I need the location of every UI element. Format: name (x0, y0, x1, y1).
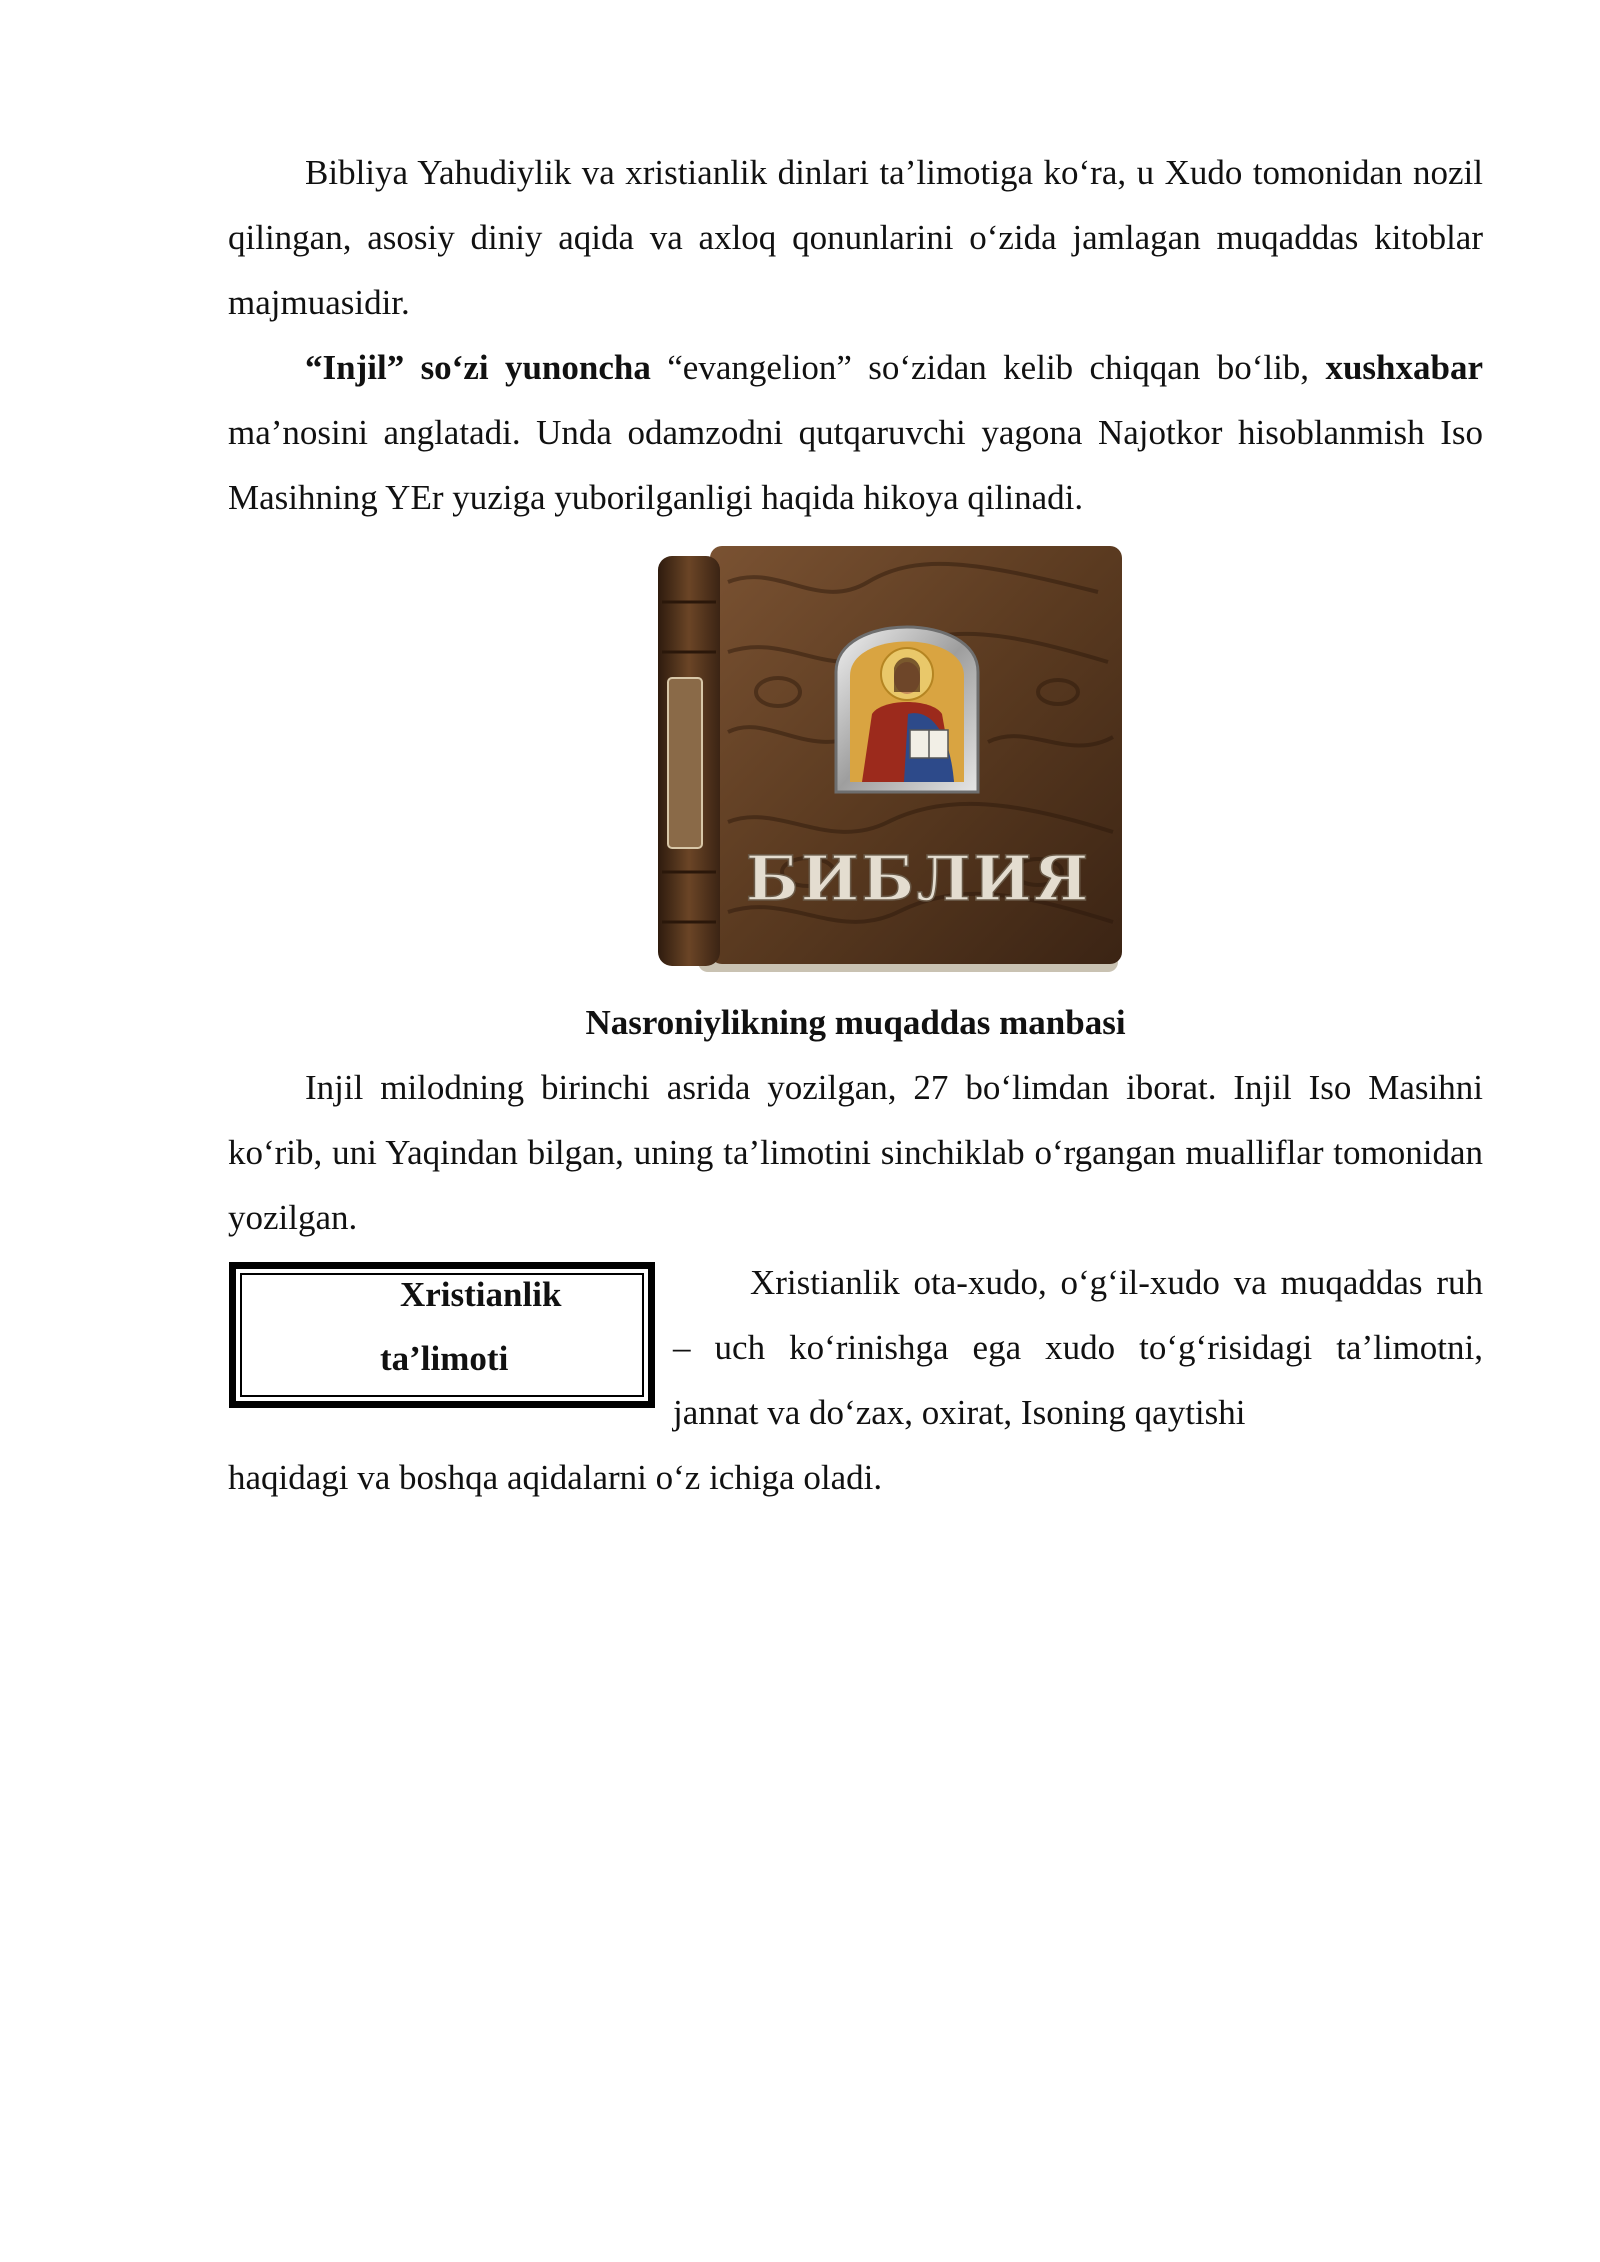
xristianlik-label-box (229, 1262, 655, 1408)
spine-label (668, 678, 702, 848)
xushxabar-term: xushxabar (1325, 348, 1483, 387)
injil-term: “Injil” so‘zi yunoncha (305, 348, 651, 387)
figure-caption: Nasroniylikning muqaddas manbasi (585, 1003, 1126, 1042)
paragraph-xristianlik-end (228, 1445, 1483, 1510)
paragraph-xristianlik-end-text: haqidagi va boshqa aqidalarni o‘z ichiga oladi. (228, 1458, 883, 1497)
paragraph-bibliya-text: Bibliya Yahudiylik va xristianlik dinlari ta’limotiga ko‘ra, u Xudo tomonidan nozil qilingan, asosiy diniy aqida va axloq qonunlarini o‘zida jamlagan muqaddas kitoblar majmuasidir. (228, 153, 1483, 322)
paragraph-injil-history (228, 1055, 1483, 1250)
injil-text-2: ma’nosini anglatadi. Unda odamzodni qutqaruvchi yagona Najotkor hisoblanmish Iso Masihning YEr yuziga yuborilganligi haqida hikoya qilinadi. (228, 413, 1483, 517)
cover-title: БИБЛИЯ (745, 842, 1091, 915)
bible-book-image (658, 542, 1130, 980)
paragraph-xristianlik (673, 1250, 1483, 1445)
paragraph-xristianlik-text: Xristianlik ota-xudo, o‘g‘il-xudo va muqaddas ruh – uch ko‘rinishga ega xudo to‘g‘risidagi ta’limotni, jannat va do‘zax, oxirat, Isoning qaytishi (673, 1263, 1483, 1432)
paragraph-injil-history-text: Injil milodning birinchi asrida yozilgan, 27 bo‘limdan iborat. Injil Iso Masihni ko‘rib, uni Yaqindan bilgan, uning ta’limotini sinchiklab o‘rgangan mualliflar tomonidan yozilgan. (228, 1068, 1483, 1237)
injil-text-1: “evangelion” so‘zidan kelib chiqqan bo‘lib, (650, 348, 1326, 387)
paragraph-bibliya (228, 140, 1483, 335)
label-box-line-2: ta’limoti (380, 1339, 509, 1378)
hair (894, 658, 920, 693)
paragraph-injil (228, 335, 1483, 530)
label-box-line-1: Xristianlik (400, 1275, 562, 1314)
